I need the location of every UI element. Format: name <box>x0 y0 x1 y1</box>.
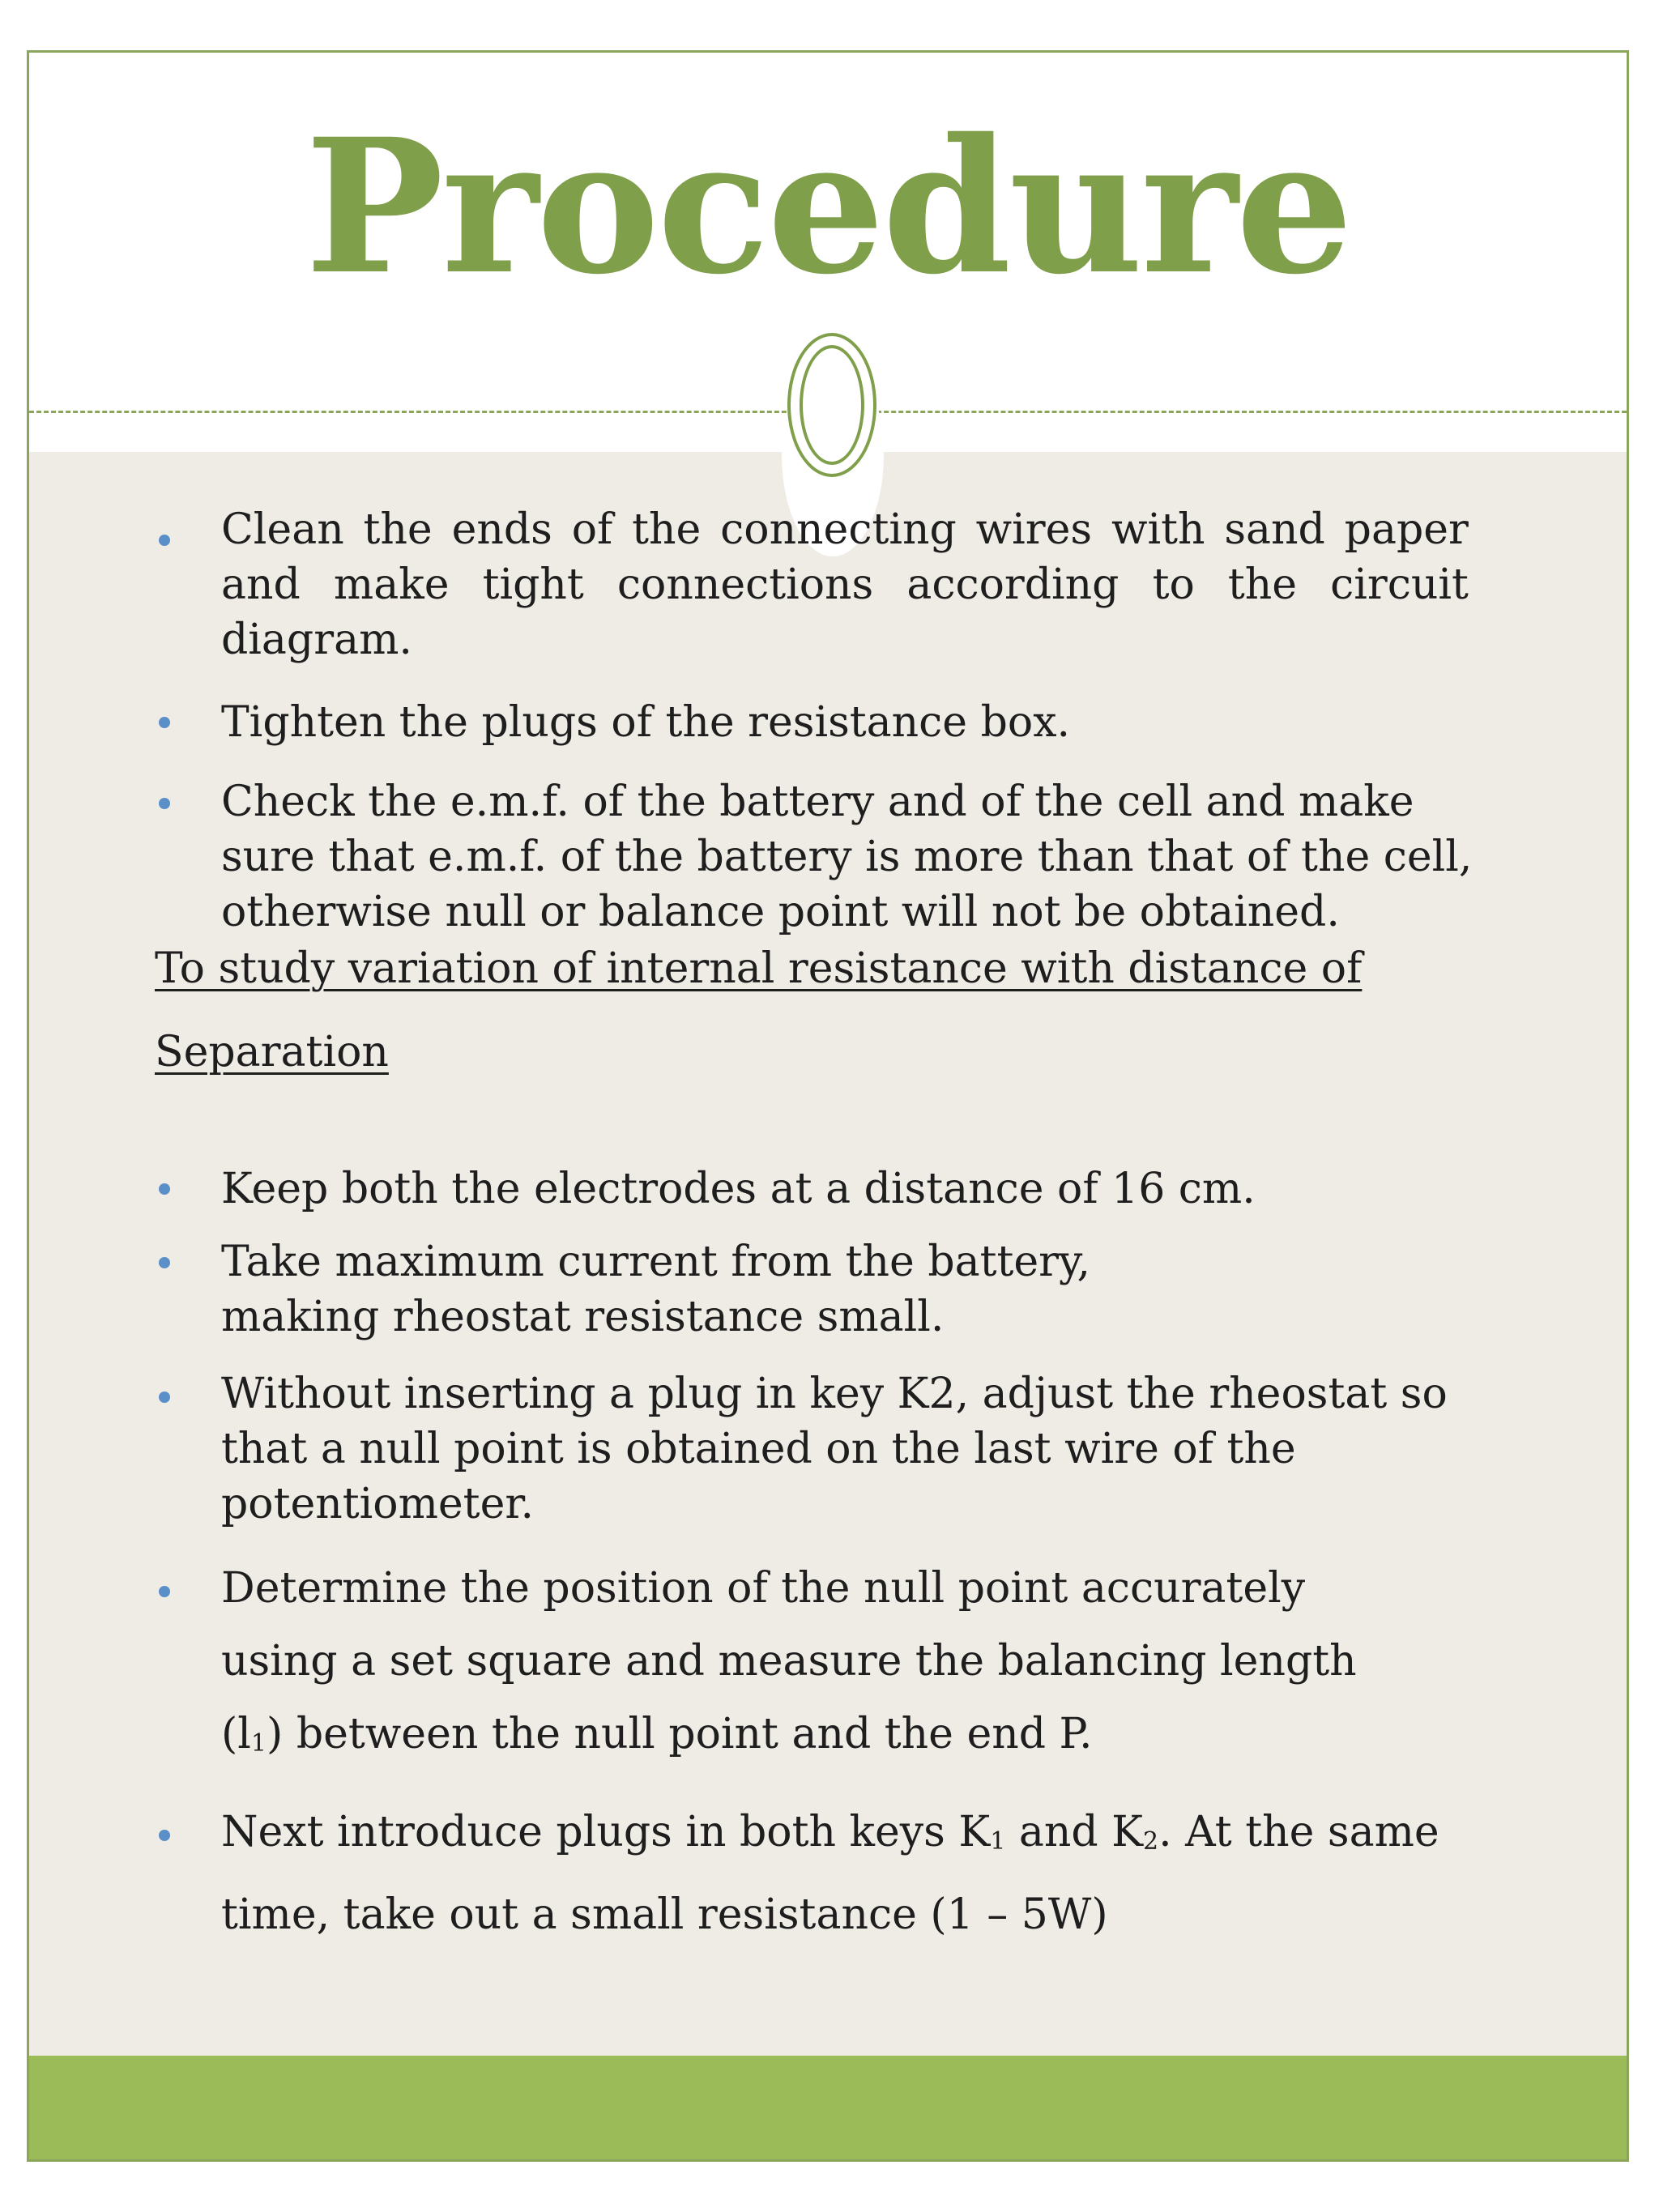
word: connections <box>616 560 874 609</box>
list-item-max-current <box>221 1234 1469 1345</box>
oval-ornament-inner-icon <box>800 345 864 465</box>
bullet-dot-icon <box>159 1830 170 1841</box>
line: Without inserting a plug in key K2, adjust the rheostat so <box>221 1370 1448 1418</box>
line: Determine the position of the null point accurately <box>221 1564 1306 1613</box>
text-part: ) between the null point and the end P. <box>267 1710 1093 1758</box>
list-item-tighten-plugs <box>221 695 1469 750</box>
subscript: 2 <box>1142 1827 1159 1856</box>
bullet-dot-icon <box>159 1257 170 1268</box>
word: circuit <box>1330 560 1469 609</box>
list-item-introduce-plugs <box>221 1796 1469 1951</box>
subscript: 1 <box>990 1827 1006 1856</box>
line: using a set square and measure the balancing length <box>221 1637 1357 1686</box>
bullet-dot-icon <box>159 798 170 809</box>
word: tight <box>482 560 584 609</box>
line <box>221 1796 1469 1878</box>
list-item-check-emf <box>221 774 1473 940</box>
word: the <box>363 505 433 554</box>
line-justified-2 <box>221 557 1469 612</box>
slide-title: Procedure <box>305 98 1351 315</box>
text-part: Next introduce plugs in both keys K <box>221 1808 991 1856</box>
line: time, take out a small resistance (1 – 5W) <box>221 1890 1108 1939</box>
word: ends <box>451 505 552 554</box>
subscript: 1 <box>250 1729 267 1758</box>
bullet-dot-icon <box>159 1392 170 1403</box>
section-heading-line2: Separation <box>155 1028 389 1076</box>
line: sure that e.m.f. of the battery is more than that of the cell, <box>221 833 1473 881</box>
text-part: . At the same <box>1158 1808 1439 1856</box>
word: with <box>1111 505 1205 554</box>
word: and <box>221 560 301 609</box>
bullet-dot-icon <box>159 535 170 546</box>
line: diagram. <box>221 616 412 664</box>
word: according <box>906 560 1120 609</box>
line: Tighten the plugs of the resistance box. <box>221 698 1071 747</box>
word: connecting <box>720 505 957 554</box>
line-justified-1 <box>221 502 1469 557</box>
word: the <box>1227 560 1298 609</box>
line: otherwise null or balance point will not be obtained. <box>221 888 1340 936</box>
word: of <box>571 505 613 554</box>
line: Keep both the electrodes at a distance of 16 cm. <box>221 1165 1256 1213</box>
text-part: (l <box>221 1710 251 1758</box>
word: to <box>1152 560 1195 609</box>
line: Check the e.m.f. of the battery and of the cell and make <box>221 778 1414 826</box>
section-heading-line1: To study variation of internal resistance with distance of <box>155 944 1363 993</box>
line: potentiometer. <box>221 1480 535 1528</box>
list-item-electrodes <box>221 1161 1469 1217</box>
list-item-null-point <box>221 1552 1469 1780</box>
footer-bar <box>29 2056 1627 2159</box>
word: make <box>333 560 450 609</box>
word: paper <box>1344 505 1469 554</box>
line: that a null point is obtained on the last wire of the <box>221 1425 1296 1473</box>
word: Clean <box>221 505 344 554</box>
line: making rheostat resistance small. <box>221 1293 945 1341</box>
word: wires <box>975 505 1093 554</box>
slide <box>27 50 1629 2162</box>
line: Take maximum current from the battery, <box>221 1238 1091 1286</box>
word: the <box>632 505 702 554</box>
line <box>221 1698 1469 1780</box>
bullet-dot-icon <box>159 1183 170 1195</box>
list-item-adjust-rheostat <box>221 1366 1469 1532</box>
text-part: and K <box>1005 1808 1143 1856</box>
word: sand <box>1224 505 1325 554</box>
bullet-dot-icon <box>159 717 170 728</box>
list-item-clean-wires <box>221 502 1469 667</box>
bullet-dot-icon <box>159 1586 170 1597</box>
